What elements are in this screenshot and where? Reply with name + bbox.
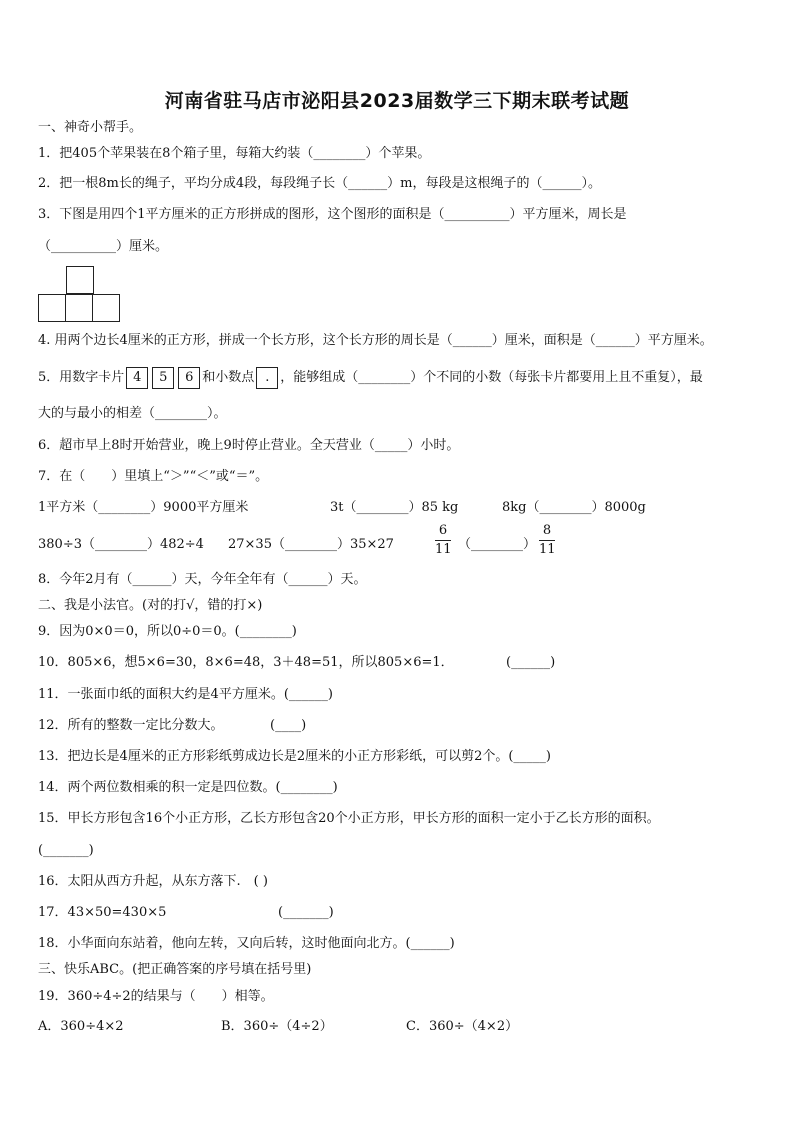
question-16: 16．太阳从西方升起，从东方落下. ( )	[38, 874, 268, 889]
q7-compare-3: 8kg（________）8000g	[502, 500, 646, 515]
fraction-bar	[539, 540, 555, 541]
q19-option-a: A．360÷4×2	[38, 1019, 124, 1034]
question-13: 13．把边长是4厘米的正方形彩纸剪成边长是2厘米的小正方形彩纸，可以剪2个。(_____)	[38, 749, 551, 764]
question-2: 2．把一根8m长的绳子，平均分成4段，每段绳子长（______）m，每段是这根绳子的（______）。	[38, 176, 601, 191]
section-2-heading: 二、我是小法官。(对的打√，错的打×)	[38, 598, 263, 613]
question-5-prefix: 5．用数字卡片	[38, 370, 125, 385]
digit-card-6: 6	[178, 367, 200, 389]
question-8: 8．今年2月有（______）天，今年全年有（______）天。	[38, 572, 367, 587]
question-17: 17．43×50=430×5	[38, 905, 167, 920]
fraction-6-11	[435, 523, 451, 558]
figure-square-right	[92, 294, 120, 322]
question-5-middle: 和小数点	[202, 370, 255, 385]
question-5-suffix: ，能够组成（________）个不同的小数（每张卡片都要用上且不重复），最	[280, 370, 703, 385]
fraction-numerator: 8	[542, 523, 552, 538]
decimal-point-card: .	[256, 367, 278, 389]
question-12: 12．所有的整数一定比分数大。	[38, 718, 224, 733]
question-3-line-2: （__________）厘米。	[38, 239, 169, 254]
question-4: 4. 用两个边长4厘米的正方形，拼成一个长方形，这个长方形的周长是（______）厘米，面积是（______）平方厘米。	[38, 333, 713, 348]
question-10-blank: (______)	[506, 655, 556, 670]
question-14: 14．两个两位数相乘的积一定是四位数。(________)	[38, 780, 338, 795]
q19-option-b: B．360÷（4÷2）	[221, 1019, 333, 1034]
question-11: 11．一张面巾纸的面积大约是4平方厘米。(______)	[38, 687, 333, 702]
digit-card-5: 5	[152, 367, 174, 389]
figure-square-left	[38, 294, 66, 322]
question-7: 7．在（ ）里填上“＞”“＜”或“＝”。	[38, 469, 269, 484]
question-6: 6．超市早上8时开始营业，晚上9时停止营业。全天营业（_____）小时。	[38, 438, 460, 453]
question-10: 10．805×6，想5×6=30，8×6=48，3＋48=51，所以805×6=1．	[38, 655, 454, 670]
q7-compare-5: 27×35（________）35×27	[228, 537, 394, 552]
question-3-line-1: 3．下图是用四个1平方厘米的正方形拼成的图形，这个图形的面积是（__________）平方厘米，周长是	[38, 207, 627, 222]
figure-square-middle	[65, 294, 93, 322]
question-17-blank: (_______)	[278, 905, 334, 920]
fraction-numerator: 6	[438, 523, 448, 538]
digit-card-4: 4	[126, 367, 148, 389]
question-12-blank: (____)	[270, 718, 307, 733]
fraction-denominator: 11	[435, 542, 452, 557]
question-1: 1．把405个苹果装在8个箱子里，每箱大约装（________）个苹果。	[38, 146, 431, 161]
fraction-8-11	[539, 523, 555, 558]
q7-compare-6-blank: （________）	[458, 537, 537, 552]
q7-compare-2: 3t（________）85 kg	[330, 500, 459, 515]
page-title: 河南省驻马店市泌阳县2023届数学三下期末联考试题	[164, 90, 630, 112]
question-18: 18．小华面向东站着，他向左转，又向后转，这时他面向北方。(______)	[38, 936, 455, 951]
fraction-denominator: 11	[539, 542, 556, 557]
fraction-bar	[435, 540, 451, 541]
section-1-heading: 一、神奇小帮手。	[38, 120, 143, 135]
question-9: 9．因为0×0＝0，所以0÷0＝0。(________)	[38, 624, 297, 639]
question-5-line-1	[38, 366, 703, 390]
question-5-line-2: 大的与最小的相差（________）。	[38, 406, 227, 421]
section-3-heading: 三、快乐ABC。(把正确答案的序号填在括号里)	[38, 962, 312, 977]
question-15-line-1: 15．甲长方形包含16个小正方形，乙长方形包含20个小正方形，甲长方形的面积一定小于乙长方形的面积。	[38, 811, 660, 826]
question-19: 19．360÷4÷2的结果与（ ）相等。	[38, 989, 274, 1004]
four-square-figure	[38, 266, 124, 324]
q19-option-c: C．360÷（4×2）	[406, 1019, 519, 1034]
q7-compare-4: 380÷3（________）482÷4	[38, 537, 204, 552]
question-15-line-2: (_______)	[38, 843, 94, 858]
q7-compare-1: 1平方米（________）9000平方厘米	[38, 500, 249, 515]
figure-square-top	[66, 266, 94, 294]
